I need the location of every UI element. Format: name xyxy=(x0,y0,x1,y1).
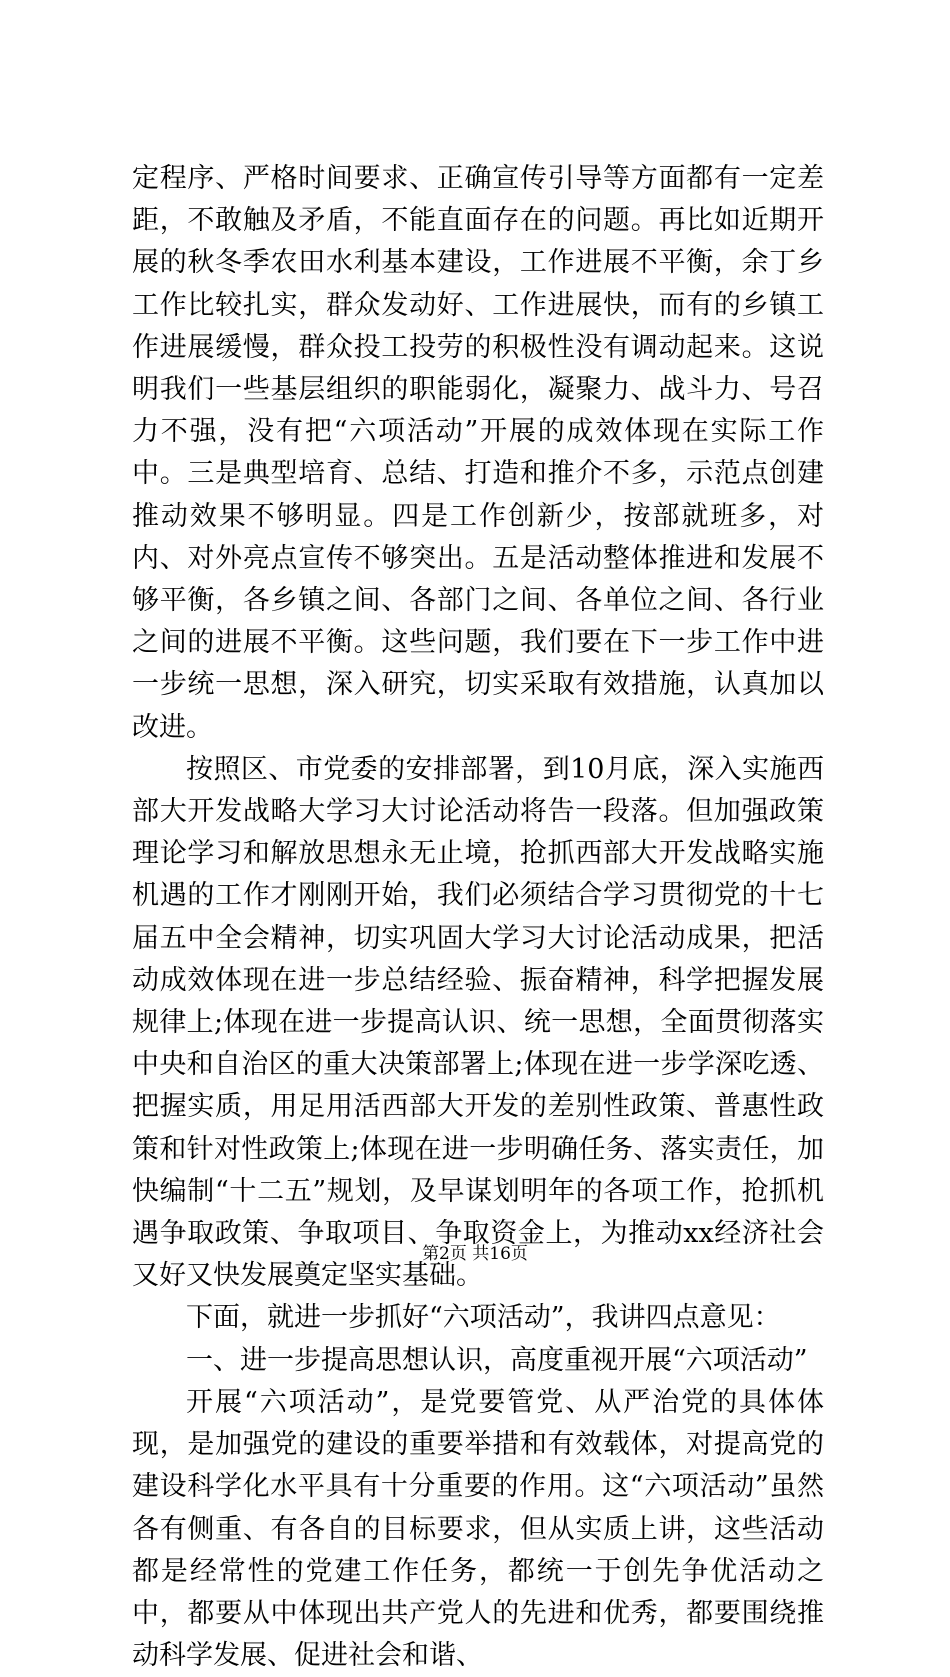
paragraph-4: 开展“六项活动”，是党要管党、从严治党的具体体现，是加强党的建设的重要举措和有效载体，对提高党的建设科学化水平具有十分重要的作用。这“六项活动”虽然各有侧重、有各自的目标要求，但从实质上讲，这些活动都是经常性的党建工作任务，都统一于创先争优活动之中，都要从中体现出共产党人的先进和优秀，都要围绕推动科学发展、促进社会和谐、 xyxy=(132,1386,824,1672)
document-body xyxy=(132,158,824,1677)
paragraph-3: 下面，就进一步抓好“六项活动”，我讲四点意见： xyxy=(186,1302,781,1334)
paragraph-2: 按照区、市党委的安排部署，到10月底，深入实施西部大开发战略大学习大讨论活动将告一段落。但加强政策理论学习和解放思想永无止境，抢抓西部大开发战略实施机遇的工作才刚刚开始，我们必须结合学习贯彻党的十七届五中全会精神，切实巩固大学习大讨论活动成果，把活动成效体现在进一步总结经验、振奋精神，科学把握发展规律上;体现在进一步提高认识、统一思想，全面贯彻落实中央和自治区的重大决策部署上;体现在进一步学深吃透、把握实质，用足用活西部大开发的差别性政策、普惠性政策和针对性政策上;体现在进一步明确任务、落实责任，加快编制“十二五”规划，及早谋划明年的各项工作，抢抓机遇争取政策、争取项目、争取资金上，为推动xx经济社会又好又快发展奠定坚实基础。 xyxy=(132,753,824,1292)
page-number-footer: 第2页 共16页 xyxy=(422,1244,528,1264)
paragraph-1: 定程序、严格时间要求、正确宣传引导等方面都有一定差距，不敢触及矛盾，不能直面存在的问题。再比如近期开展的秋冬季农田水利基本建设，工作进展不平衡，余丁乡工作比较扎实，群众发动好、工作进展快，而有的乡镇工作进展缓慢，群众投工投劳的积极性没有调动起来。这说明我们一些基层组织的职能弱化，凝聚力、战斗力、号召力不强，没有把“六项活动”开展的成效体现在实际工作中。三是典型培育、总结、打造和推介不多，示范点创建推动效果不够明显。四是工作创新少，按部就班多，对内、对外亮点宣传不够突出。五是活动整体推进和发展不够平衡，各乡镇之间、各部门之间、各单位之间、各行业之间的进展不平衡。这些问题，我们要在下一步工作中进一步统一思想，深入研究，切实采取有效措施，认真加以改进。 xyxy=(132,163,824,743)
section-heading: 一、进一步提高思想认识，高度重视开展“六项活动” xyxy=(186,1344,808,1376)
